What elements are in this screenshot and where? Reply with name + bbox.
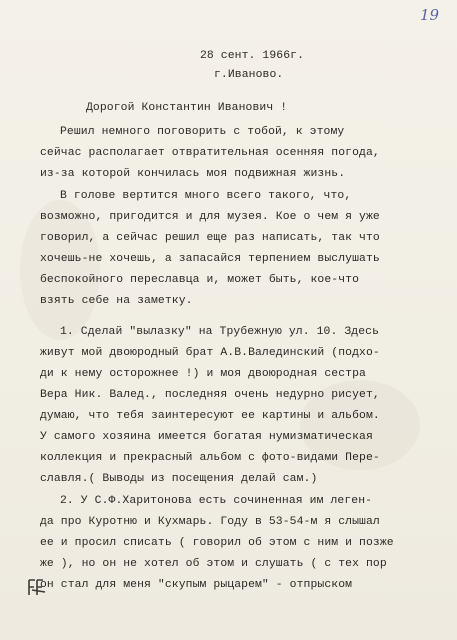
archive-stamp-mark: [26, 576, 48, 598]
body-line: хочешь-не хочешь, а запасайся терпением выслушать: [40, 253, 380, 265]
page-number: 19: [420, 6, 440, 24]
body-line: В голове вертится много всего такого, что,: [60, 190, 352, 202]
body-line: ее и просил списать ( говорил об этом с ним и позже: [40, 537, 394, 549]
body-line: из-за которой кончилась моя подвижная жизнь.: [40, 168, 346, 180]
body-line: ди к нему осторожнее !) и моя двоюродная сестра: [40, 368, 366, 380]
body-line: он стал для меня "скупым рыцарем" - отпрыском: [40, 579, 353, 591]
body-line: 1. Сделай "вылазку" на Трубежную ул. 10. Здесь: [60, 326, 380, 338]
letter-date: 28 сент. 1966г.: [200, 50, 305, 62]
body-line: 2. У С.Ф.Харитонова есть сочиненная им леген-: [60, 495, 373, 507]
body-line: коллекция и прекрасный альбом с фото-видами Пере-: [40, 452, 380, 464]
body-line: славля.( Выводы из посещения делай сам.): [40, 473, 318, 485]
body-line: У самого хозяина имеется богатая нумизматическая: [40, 431, 373, 443]
letter-city: г.Иваново.: [214, 69, 284, 81]
body-line: Вера Ник. Валед., последняя очень недурно рисует,: [40, 389, 380, 401]
body-line: взять себе на заметку.: [40, 295, 193, 307]
body-line: же ), но он не хотел об этом и слушать ( с тех пор: [40, 558, 387, 570]
body-line: возможно, пригодится и для музея. Кое о чем я уже: [40, 211, 380, 223]
body-line: говорил, а сейчас решил еще раз написать, так что: [40, 232, 380, 244]
body-line: думаю, что тебя заинтересуют ее картины и альбом.: [40, 410, 380, 422]
body-line: сейчас располагает отвратительная осенняя погода,: [40, 147, 380, 159]
body-line: живут мой двоюродный брат А.В.Валединский (подхо-: [40, 347, 380, 359]
body-line: да про Куротню и Кухмарь. Году в 53-54-м я слышал: [40, 516, 380, 528]
body-line: Решил немного поговорить с тобой, к этому: [60, 126, 345, 138]
letter-greeting: Дорогой Константин Иванович !: [86, 102, 288, 114]
body-line: беспокойного переславца и, может быть, кое-что: [40, 274, 360, 286]
